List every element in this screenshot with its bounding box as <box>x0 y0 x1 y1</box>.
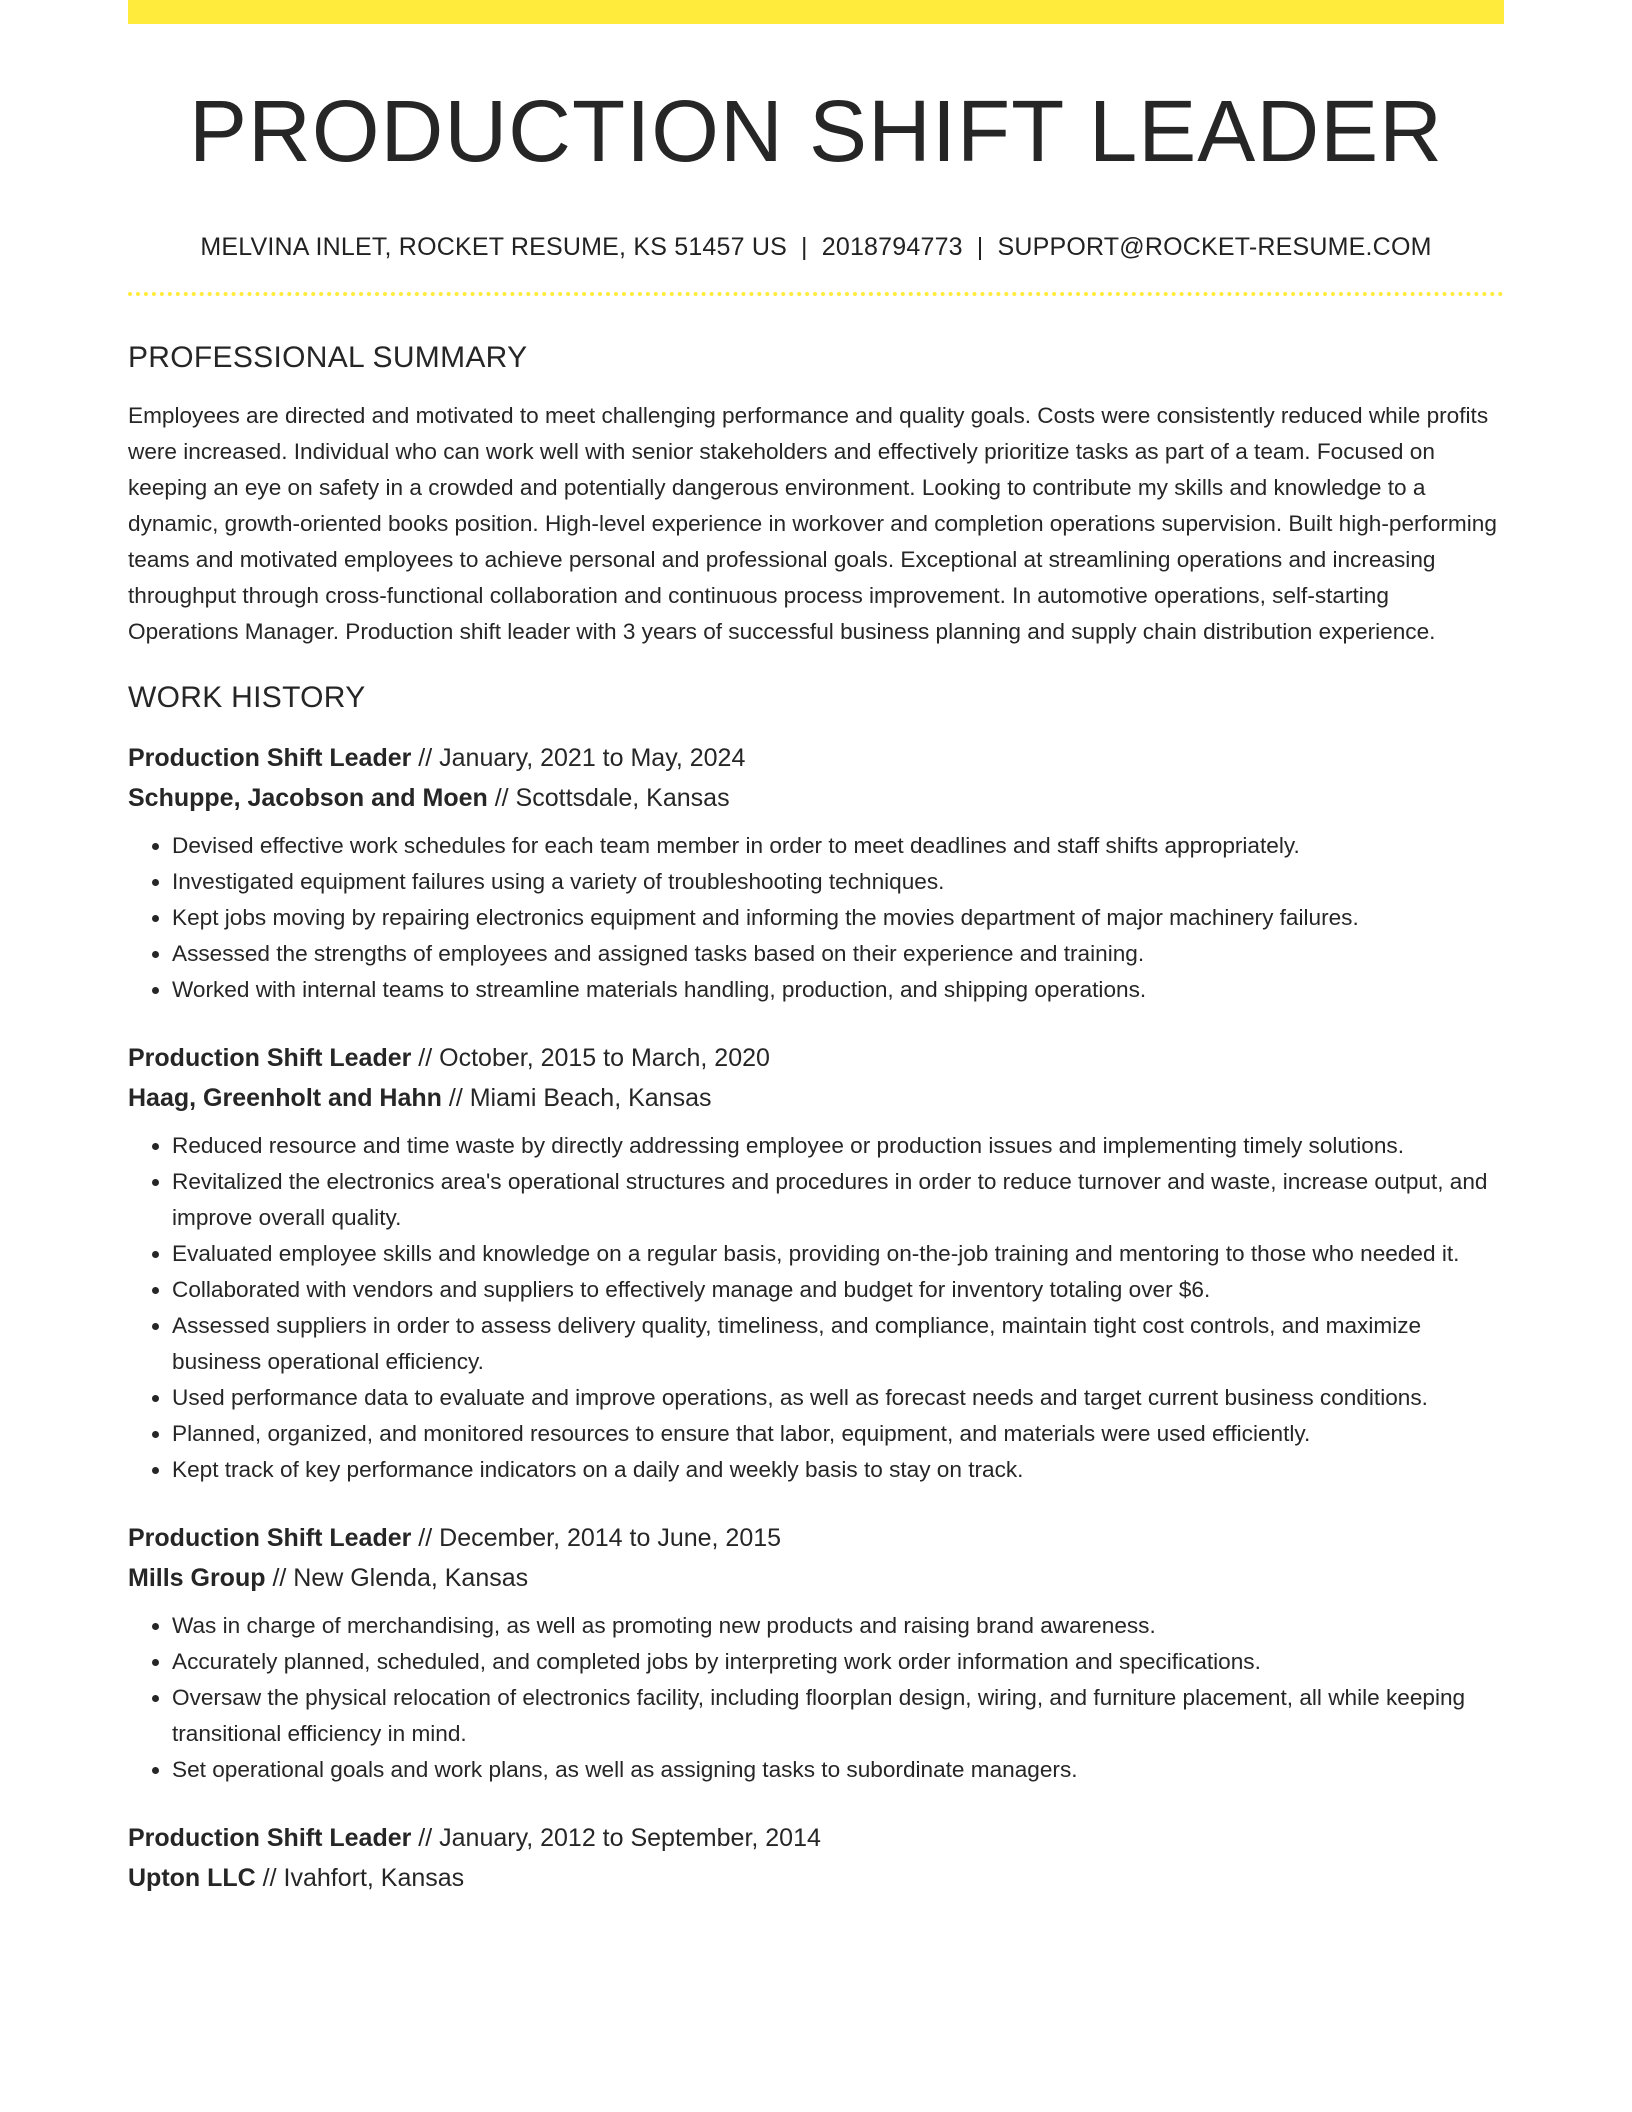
job-bullet: • Accurately planned, scheduled, and completed jobs by interpreting work order information and specifications. <box>172 1644 1504 1680</box>
accent-bar <box>128 0 1504 24</box>
job-entry <box>128 1818 1504 1898</box>
job-bullet: • Planned, organized, and monitored resources to ensure that labor, equipment, and materials were used efficiently. <box>172 1416 1504 1452</box>
resume-page <box>128 0 1504 1898</box>
job-bullet: • Assessed the strengths of employees and assigned tasks based on their experience and training. <box>172 936 1504 972</box>
job-bullet: • Was in charge of merchandising, as well as promoting new products and raising brand awareness. <box>172 1608 1504 1644</box>
job-dates: // December, 2014 to June, 2015 <box>411 1524 782 1552</box>
contact-separator: | <box>801 233 808 261</box>
job-location: // Scottsdale, Kansas <box>487 784 730 812</box>
job-bullet: • Devised effective work schedules for each team member in order to meet deadlines and staff shifts appropriately. <box>172 828 1504 864</box>
job-company-line <box>128 1558 1504 1598</box>
job-bullet: • Assessed suppliers in order to assess delivery quality, timeliness, and compliance, maintain tight cost controls, and maximize business operational efficiency. <box>172 1308 1504 1380</box>
job-dates: // January, 2021 to May, 2024 <box>411 744 746 772</box>
contact-address: MELVINA INLET, ROCKET RESUME, KS 51457 US <box>200 233 788 261</box>
job-title-line <box>128 1038 1504 1078</box>
job-dates: // January, 2012 to September, 2014 <box>411 1824 821 1852</box>
job-entry <box>128 738 1504 1008</box>
job-role: Production Shift Leader <box>128 744 412 772</box>
job-bullet: • Used performance data to evaluate and improve operations, as well as forecast needs and target current business conditions. <box>172 1380 1504 1416</box>
contact-email: SUPPORT@ROCKET-RESUME.COM <box>997 233 1432 261</box>
contact-separator: | <box>976 233 984 261</box>
contact-line <box>128 232 1504 262</box>
job-title-line <box>128 1518 1504 1558</box>
job-company: Mills Group <box>128 1564 266 1592</box>
job-bullet: • Oversaw the physical relocation of electronics facility, including floorplan design, wiring, and furniture placement, all while keeping transitional efficiency in mind. <box>172 1680 1504 1752</box>
job-company-line <box>128 778 1504 818</box>
job-company: Schuppe, Jacobson and Moen <box>128 784 488 812</box>
job-role: Production Shift Leader <box>128 1824 412 1852</box>
job-company: Upton LLC <box>128 1864 256 1892</box>
job-location: // Miami Beach, Kansas <box>441 1084 712 1112</box>
job-bullets <box>128 828 1504 1008</box>
job-location: // Ivahfort, Kansas <box>255 1864 465 1892</box>
job-bullet: • Revitalized the electronics area's operational structures and procedures in order to reduce turnover and waste, increase output, and improve overall quality. <box>172 1164 1504 1236</box>
job-entry <box>128 1038 1504 1488</box>
job-bullet: • Kept track of key performance indicators on a daily and weekly basis to stay on track. <box>172 1452 1504 1488</box>
job-company-line <box>128 1858 1504 1898</box>
resume-title: PRODUCTION SHIFT LEADER <box>188 83 1444 180</box>
job-bullet: • Evaluated employee skills and knowledge on a regular basis, providing on-the-job training and mentoring to those who needed it. <box>172 1236 1504 1272</box>
job-bullet: • Kept jobs moving by repairing electronics equipment and informing the movies department of major machinery failures. <box>172 900 1504 936</box>
job-bullet: • Investigated equipment failures using a variety of troubleshooting techniques. <box>172 864 1504 900</box>
job-entry <box>128 1518 1504 1788</box>
work-history-heading: WORK HISTORY <box>128 681 366 714</box>
job-title-line <box>128 1818 1504 1858</box>
job-bullets <box>128 1128 1504 1488</box>
summary-text: Employees are directed and motivated to meet challenging performance and quality goals. Costs were consistently reduced while profits were increased. Individual who can work well with senior stakeholders and effectively prioritize tasks as part of a team. Focused on keeping an eye on safety in a crowded and potentially dangerous environment. Looking to contribute my skills and knowledge to a dynamic, growth-oriented books position. High-level experience in workover and completion operations supervision. Built high-performing teams and motivated employees to achieve personal and professional goals. Exceptional at streamlining operations and increasing throughput through cross-functional collaboration and continuous process improvement. In automotive operations, self-starting Operations Manager. Production shift leader with 3 years of successful business planning and supply chain distribution experience. <box>128 403 1497 644</box>
job-title-line <box>128 738 1504 778</box>
job-bullet: • Set operational goals and work plans, as well as assigning tasks to subordinate managers. <box>172 1752 1504 1788</box>
job-company-line <box>128 1078 1504 1118</box>
summary-heading: PROFESSIONAL SUMMARY <box>128 341 528 374</box>
job-company: Haag, Greenholt and Hahn <box>128 1084 442 1112</box>
dotted-divider <box>128 292 1504 296</box>
job-role: Production Shift Leader <box>128 1524 412 1552</box>
job-dates: // October, 2015 to March, 2020 <box>411 1044 770 1072</box>
job-bullet: • Reduced resource and time waste by directly addressing employee or production issues and implementing timely solutions. <box>172 1128 1504 1164</box>
job-bullets <box>128 1608 1504 1788</box>
job-bullet: • Collaborated with vendors and suppliers to effectively manage and budget for inventory totaling over $6. <box>172 1272 1504 1308</box>
job-location: // New Glenda, Kansas <box>265 1564 529 1592</box>
contact-phone: 2018794773 <box>821 233 963 261</box>
job-bullet: • Worked with internal teams to streamline materials handling, production, and shipping operations. <box>172 972 1504 1008</box>
job-role: Production Shift Leader <box>128 1044 412 1072</box>
